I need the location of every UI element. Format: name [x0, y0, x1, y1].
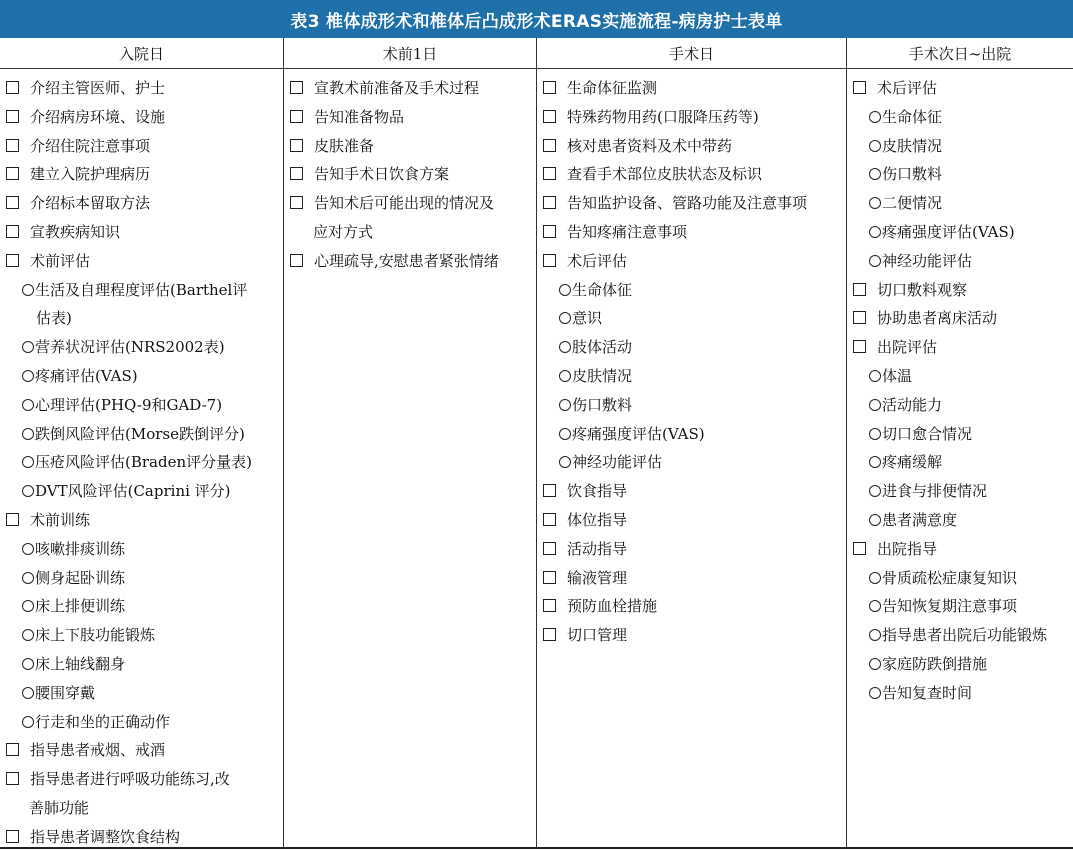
item-text: 活动能力: [882, 395, 943, 414]
circle-bullet-icon: [22, 428, 34, 440]
checkbox-icon[interactable]: [543, 628, 556, 641]
item-text: 疼痛评估(VAS): [35, 366, 138, 385]
item-text: 介绍住院注意事项: [30, 136, 151, 155]
item-text: 生命体征: [882, 107, 943, 126]
item-text: 出院指导: [877, 539, 938, 558]
item-text: 体位指导: [567, 510, 628, 529]
item-text: 意识: [572, 309, 603, 328]
circle-bullet-icon: [22, 284, 34, 296]
item-text: 宣教疾病知识: [30, 222, 121, 241]
item-text: 伤口敷料: [882, 165, 943, 184]
item-text: 切口敷料观察: [877, 280, 968, 299]
item-text: 介绍病房环境、设施: [30, 107, 166, 126]
checkbox-icon[interactable]: [290, 254, 303, 267]
sub-item: [537, 333, 846, 362]
sub-item: [847, 103, 1073, 132]
sub-item: [847, 477, 1073, 506]
sub-item: [537, 391, 846, 420]
checkbox-icon[interactable]: [290, 139, 303, 152]
item-text: 告知准备物品: [314, 107, 405, 126]
item-text: 饮食指导: [567, 482, 628, 501]
item-text: 腰围穿戴: [35, 683, 96, 702]
item-text: 应对方式: [313, 222, 374, 241]
sub-item: [537, 420, 846, 449]
sub-item: [0, 420, 283, 449]
item-text: 生命体征: [572, 280, 633, 299]
checklist-item: [0, 247, 283, 276]
item-text: 预防血栓措施: [567, 597, 658, 616]
column-header: 手术次日~出院: [847, 38, 1073, 69]
item-text: 神经功能评估: [882, 251, 973, 270]
checkbox-icon[interactable]: [543, 542, 556, 555]
sub-item: [537, 448, 846, 477]
item-text: 告知疼痛注意事项: [567, 222, 688, 241]
checklist-item: [0, 506, 283, 535]
checklist-item: [847, 74, 1073, 103]
column-header: 术前1日: [284, 38, 536, 69]
item-text: 伤口敷料: [572, 395, 633, 414]
checklist-item: [537, 189, 846, 218]
checklist-item: [537, 103, 846, 132]
item-text: 介绍主管医师、护士: [30, 79, 166, 97]
checkbox-icon[interactable]: [543, 167, 556, 180]
circle-bullet-icon: [869, 629, 881, 641]
item-text: 咳嗽排痰训练: [35, 539, 126, 558]
item-text: 告知术后可能出现的情况及: [314, 194, 495, 213]
checklist-item: [0, 218, 283, 247]
sub-item: [847, 218, 1073, 247]
item-text: 疼痛强度评估(VAS): [572, 424, 705, 443]
checklist-item: [537, 564, 846, 593]
item-text: 告知恢复期注意事项: [882, 597, 1018, 616]
item-text: 皮肤准备: [314, 136, 375, 155]
checklist-item: [0, 736, 283, 765]
checkbox-icon[interactable]: [543, 513, 556, 526]
checklist-item: [537, 160, 846, 189]
checklist-item: [847, 333, 1073, 362]
checkbox-icon[interactable]: [853, 81, 866, 94]
nursing-checklist-table: [0, 38, 1073, 849]
item-text: 患者满意度: [882, 510, 958, 529]
sub-item: [847, 650, 1073, 679]
circle-bullet-icon: [869, 428, 881, 440]
sub-item: [0, 621, 283, 650]
circle-bullet-icon: [22, 399, 34, 411]
checkbox-icon[interactable]: [6, 830, 19, 843]
item-text: 压疮风险评估(Braden评分量表): [35, 453, 252, 472]
circle-bullet-icon: [22, 687, 34, 699]
sub-item: [847, 189, 1073, 218]
sub-item: [0, 564, 283, 593]
item-text: 活动指导: [567, 539, 628, 558]
item-text: 术后评估: [567, 251, 628, 270]
circle-bullet-icon: [22, 543, 34, 555]
sub-item: [0, 333, 283, 362]
checkbox-icon[interactable]: [543, 110, 556, 123]
circle-bullet-icon: [22, 716, 34, 728]
checklist-item: [0, 103, 283, 132]
checkbox-icon[interactable]: [853, 542, 866, 555]
item-text: 指导患者进行呼吸功能练习,改: [30, 770, 230, 789]
item-text: 床上排便训练: [35, 597, 126, 616]
circle-bullet-icon: [869, 255, 881, 267]
checklist-item: [284, 160, 536, 189]
checkbox-icon[interactable]: [543, 81, 556, 94]
circle-bullet-icon: [869, 687, 881, 699]
column-header: 手术日: [537, 38, 846, 69]
circle-bullet-icon: [22, 456, 34, 468]
item-text: 核对患者资料及术中带药: [567, 136, 733, 155]
checkbox-icon[interactable]: [6, 110, 19, 123]
sub-item: [0, 477, 283, 506]
item-text: 输液管理: [567, 568, 628, 587]
checkbox-icon[interactable]: [853, 340, 866, 353]
item-text: 家庭防跌倒措施: [882, 654, 988, 673]
column-pre-op-day: [283, 38, 536, 847]
checkbox-icon[interactable]: [543, 139, 556, 152]
item-text: 进食与排便情况: [882, 482, 988, 501]
checklist-item: [847, 535, 1073, 564]
checkbox-icon[interactable]: [6, 254, 19, 267]
circle-bullet-icon: [869, 658, 881, 670]
sub-item: [847, 448, 1073, 477]
item-text: 皮肤情况: [572, 366, 633, 385]
checklist-item: [537, 506, 846, 535]
sub-item: [0, 535, 283, 564]
item-text: 告知复查时间: [882, 683, 973, 702]
circle-bullet-icon: [559, 284, 571, 296]
checklist-item-continuation: [0, 794, 283, 823]
circle-bullet-icon: [869, 168, 881, 180]
checklist-item-continuation: [284, 218, 536, 247]
checkbox-icon[interactable]: [6, 743, 19, 756]
checkbox-icon[interactable]: [6, 139, 19, 152]
item-text: 切口愈合情况: [882, 424, 973, 443]
circle-bullet-icon: [22, 629, 34, 641]
checklist-item: [0, 74, 283, 103]
checkbox-icon[interactable]: [290, 110, 303, 123]
item-text: 疼痛缓解: [882, 453, 943, 472]
item-text: 跌倒风险评估(Morse跌倒评分): [35, 424, 245, 443]
item-text: 建立入院护理病历: [30, 165, 151, 184]
item-text: 皮肤情况: [882, 136, 943, 155]
sub-item: [847, 362, 1073, 391]
checkbox-icon[interactable]: [853, 311, 866, 324]
checklist-item: [537, 74, 846, 103]
item-text: 切口管理: [567, 626, 628, 645]
column-surgery-day: [536, 38, 846, 847]
sub-item: [847, 592, 1073, 621]
column-items: [537, 69, 846, 650]
sub-item: [847, 247, 1073, 276]
circle-bullet-icon: [559, 341, 571, 353]
sub-item: [847, 564, 1073, 593]
item-text: 心理疏导,安慰患者紧张情绪: [314, 251, 499, 270]
checklist-item: [537, 218, 846, 247]
checkbox-icon[interactable]: [543, 599, 556, 612]
sub-item: [847, 391, 1073, 420]
circle-bullet-icon: [559, 456, 571, 468]
sub-item: [847, 160, 1073, 189]
checkbox-icon[interactable]: [6, 196, 19, 209]
item-text: 床上轴线翻身: [35, 654, 126, 673]
column-admission-day: [0, 38, 283, 847]
checkbox-icon[interactable]: [6, 81, 19, 94]
checklist-item: [537, 592, 846, 621]
checklist-item: [284, 132, 536, 161]
circle-bullet-icon: [22, 341, 34, 353]
item-text: 出院评估: [877, 338, 938, 357]
item-text: 侧身起卧训练: [35, 568, 126, 587]
column-items: [847, 69, 1073, 708]
checklist-item: [0, 823, 283, 852]
checkbox-icon[interactable]: [290, 81, 303, 94]
item-text: 估表): [36, 309, 72, 328]
circle-bullet-icon: [559, 312, 571, 324]
checklist-item: [0, 160, 283, 189]
column-items: [0, 69, 283, 852]
circle-bullet-icon: [22, 572, 34, 584]
circle-bullet-icon: [869, 399, 881, 411]
checklist-item: [537, 477, 846, 506]
item-text: 神经功能评估: [572, 453, 663, 472]
checklist-item: [537, 535, 846, 564]
sub-item: [0, 679, 283, 708]
circle-bullet-icon: [22, 370, 34, 382]
circle-bullet-icon: [869, 600, 881, 612]
item-text: DVT风险评估(Caprini 评分): [35, 482, 231, 501]
circle-bullet-icon: [869, 456, 881, 468]
sub-item: [847, 132, 1073, 161]
item-text: 床上下肢功能锻炼: [35, 626, 156, 645]
circle-bullet-icon: [869, 514, 881, 526]
table-title: 表3 椎体成形术和椎体后凸成形术ERAS实施流程-病房护士表单: [0, 0, 1073, 38]
item-text: 营养状况评估(NRS2002表): [35, 338, 225, 357]
item-text: 术前训练: [30, 510, 91, 529]
checklist-item: [0, 132, 283, 161]
circle-bullet-icon: [22, 658, 34, 670]
item-text: 二便情况: [882, 194, 943, 213]
checkbox-icon[interactable]: [543, 254, 556, 267]
checklist-item: [284, 247, 536, 276]
item-text: 特殊药物用药(口服降压药等): [567, 107, 759, 126]
item-text: 善肺功能: [29, 798, 90, 817]
sub-item-continuation: [0, 304, 283, 333]
sub-item: [847, 420, 1073, 449]
circle-bullet-icon: [869, 111, 881, 123]
checkbox-icon[interactable]: [6, 513, 19, 526]
column-items: [284, 69, 536, 276]
item-text: 疼痛强度评估(VAS): [882, 222, 1015, 241]
checklist-item: [284, 189, 536, 218]
checkbox-icon[interactable]: [6, 167, 19, 180]
item-text: 协助患者离床活动: [877, 309, 998, 328]
item-text: 告知监护设备、管路功能及注意事项: [567, 194, 808, 213]
item-text: 生活及自理程度评估(Barthel评: [35, 280, 248, 299]
checkbox-icon[interactable]: [543, 196, 556, 209]
checkbox-icon[interactable]: [6, 225, 19, 238]
checklist-item: [537, 132, 846, 161]
item-text: 告知手术日饮食方案: [314, 165, 450, 184]
circle-bullet-icon: [869, 485, 881, 497]
checkbox-icon[interactable]: [290, 196, 303, 209]
checkbox-icon[interactable]: [290, 167, 303, 180]
circle-bullet-icon: [869, 140, 881, 152]
checklist-item: [0, 189, 283, 218]
checkbox-icon[interactable]: [543, 225, 556, 238]
item-text: 行走和坐的正确动作: [35, 712, 171, 731]
sub-item: [537, 276, 846, 305]
checklist-item: [284, 103, 536, 132]
circle-bullet-icon: [22, 485, 34, 497]
sub-item: [847, 621, 1073, 650]
circle-bullet-icon: [869, 197, 881, 209]
checklist-item: [0, 765, 283, 794]
checklist-item: [537, 247, 846, 276]
sub-item: [0, 448, 283, 477]
sub-item: [0, 362, 283, 391]
sub-item: [537, 304, 846, 333]
checklist-item: [847, 304, 1073, 333]
item-text: 介绍标本留取方法: [30, 194, 151, 213]
checkbox-icon[interactable]: [543, 571, 556, 584]
sub-item: [847, 506, 1073, 535]
sub-item: [847, 679, 1073, 708]
circle-bullet-icon: [869, 226, 881, 238]
column-post-op-to-discharge: [846, 38, 1073, 847]
item-text: 骨质疏松症康复知识: [882, 568, 1018, 587]
item-text: 术前评估: [30, 251, 91, 270]
sub-item: [0, 391, 283, 420]
item-text: 指导患者出院后功能锻炼: [882, 626, 1048, 645]
sub-item: [0, 650, 283, 679]
checklist-item: [847, 276, 1073, 305]
sub-item: [0, 708, 283, 737]
checkbox-icon[interactable]: [853, 283, 866, 296]
checkbox-icon[interactable]: [543, 484, 556, 497]
item-text: 体温: [882, 366, 913, 385]
circle-bullet-icon: [869, 370, 881, 382]
checklist-item: [284, 74, 536, 103]
sub-item: [0, 276, 283, 305]
item-text: 术后评估: [877, 79, 938, 97]
checkbox-icon[interactable]: [6, 772, 19, 785]
item-text: 心理评估(PHQ-9和GAD-7): [35, 395, 223, 414]
circle-bullet-icon: [559, 370, 571, 382]
circle-bullet-icon: [559, 428, 571, 440]
sub-item: [0, 592, 283, 621]
item-text: 宣教术前准备及手术过程: [314, 79, 480, 97]
item-text: 查看手术部位皮肤状态及标识: [567, 165, 763, 184]
item-text: 指导患者调整饮食结构: [30, 827, 181, 846]
circle-bullet-icon: [559, 399, 571, 411]
sub-item: [537, 362, 846, 391]
item-text: 生命体征监测: [567, 79, 658, 97]
column-header: 入院日: [0, 38, 283, 69]
item-text: 肢体活动: [572, 338, 633, 357]
circle-bullet-icon: [869, 572, 881, 584]
item-text: 指导患者戒烟、戒酒: [30, 741, 166, 760]
checklist-item: [537, 621, 846, 650]
circle-bullet-icon: [22, 600, 34, 612]
